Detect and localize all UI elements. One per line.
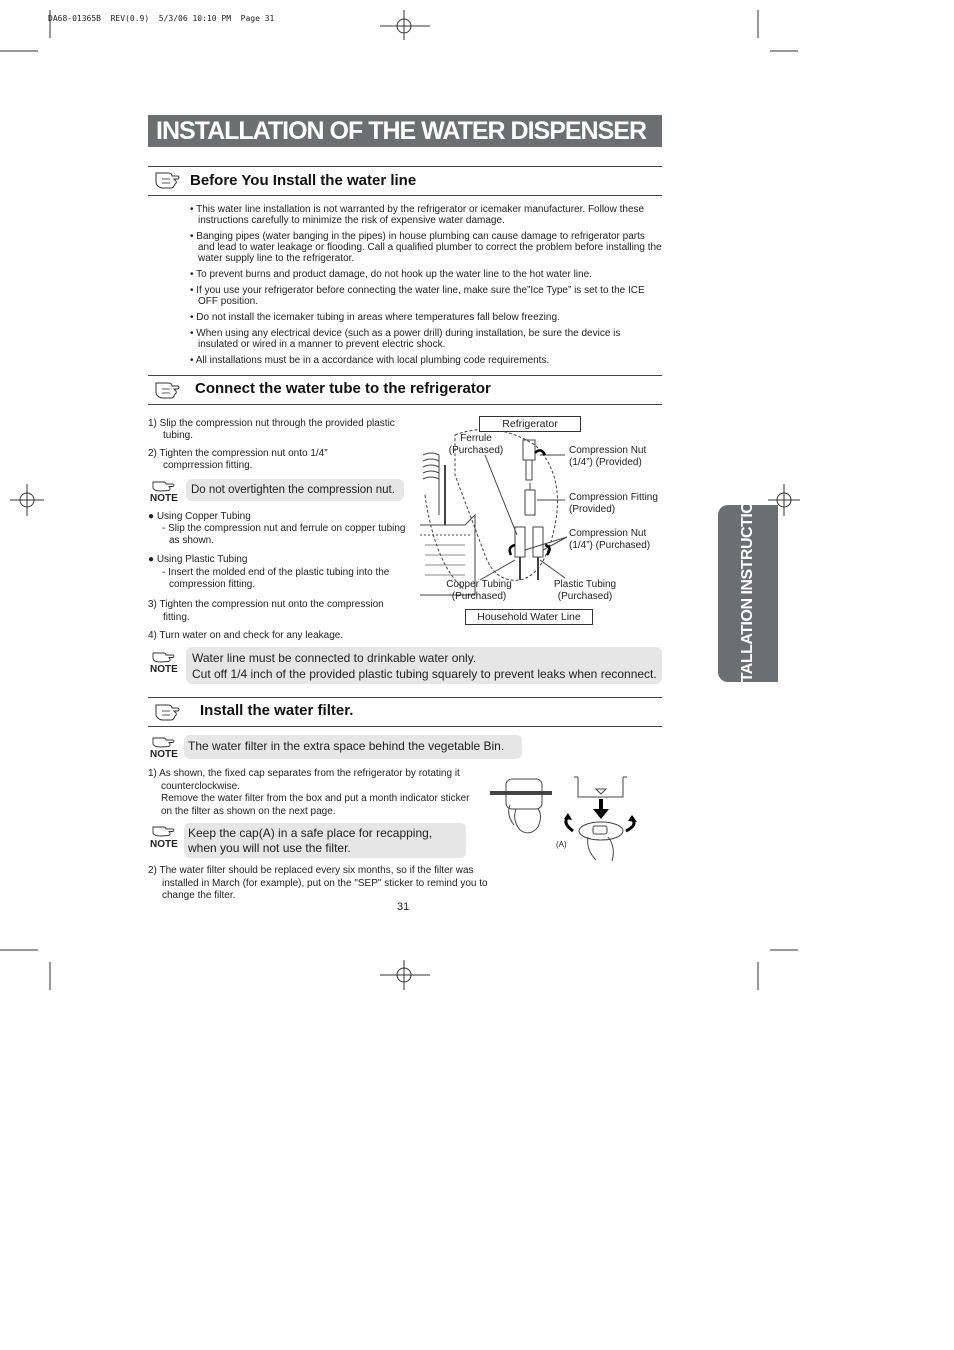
note-line: Cut off 1/4 inch of the provided plastic tubing squarely to prevent leaks when reconnect. — [192, 667, 657, 681]
hand-icon — [154, 167, 182, 191]
section-install-filter — [148, 697, 662, 727]
note-label: NOTE — [150, 749, 178, 760]
bullet: • This water line installation is not warranted by the refrigerator or icemaker manufacturer. Follow these instructions carefully to minimize the risk of expensive water damage. — [190, 204, 645, 226]
label-compression-nut-provided — [569, 445, 646, 469]
section3-step1b: Remove the water filter from the box and put a month indicator sticker on the filter as shown on the next page. — [161, 793, 470, 817]
note-drinkable-water — [186, 647, 662, 684]
note-line: Water line must be connected to drinkable water only. — [192, 651, 477, 665]
label-household-water-line: Household Water Line — [465, 609, 593, 625]
copper-label-sub: (Purchased) — [451, 591, 507, 602]
section2-step3: 3) Tighten the compression nut onto the compression fitting. — [148, 599, 384, 623]
cf-sub: (Provided) — [569, 504, 616, 515]
label-ferrule — [448, 433, 504, 457]
section-before-install — [148, 166, 662, 196]
hand-icon — [154, 699, 182, 723]
ferrule-text: Ferrule — [460, 433, 492, 444]
note-label: NOTE — [150, 839, 178, 850]
label-compression-fitting — [569, 492, 658, 516]
section1-bullets — [190, 204, 662, 371]
bullet: • Banging pipes (water banging in the pipes) in house plumbing can cause damage to refrigerator parts and lead to water leakage or flooding. Call a qualified plumber to correct the problem before installing the water supply line to the refrigerator. — [190, 231, 662, 264]
note-line: when you will not use the filter. — [188, 841, 351, 855]
print-header: DA68-01365B REV(0.9) 5/3/06 10:10 PM Page 31 — [48, 14, 275, 23]
note-hand-icon — [152, 824, 176, 838]
hand-icon — [154, 377, 182, 401]
label-plastic-tubing — [550, 579, 620, 603]
bullet: • When using any electrical device (such as a power drill) during installation, be sure the device is insulated or wired in a manner to prevent electric shock. — [190, 328, 621, 350]
label-refrigerator: Refrigerator — [479, 416, 581, 432]
note-label: NOTE — [150, 664, 178, 675]
bullet: • If you use your refrigerator before connecting the water line, make sure the”Ice Type” is set to the ICE OFF position. — [190, 285, 645, 307]
note-hand-icon — [152, 479, 176, 493]
note-hand-icon — [152, 650, 176, 664]
section2-step1: 1) Slip the compression nut through the provided plastic tubing. — [148, 418, 395, 441]
page-number: 31 — [397, 901, 410, 913]
cf-text: Compression Fitting — [569, 492, 658, 503]
note-line: Keep the cap(A) in a safe place for recapping, — [188, 826, 433, 840]
section2-step4: 4) Turn water on and check for any leakage. — [148, 630, 344, 641]
copper-title: ● Using Copper Tubing — [148, 511, 251, 522]
section3-heading: Install the water filter. — [200, 702, 354, 719]
note-label: NOTE — [150, 493, 178, 504]
side-tab-label: INSTALLATION INSTRUCTIONS — [739, 480, 756, 707]
cn1-text: Compression Nut — [569, 445, 647, 456]
note-hand-icon — [152, 735, 176, 749]
section1-heading: Before You Install the water line — [190, 172, 417, 189]
page-title: INSTALLATION OF THE WATER DISPENSER LINE — [148, 115, 662, 147]
cn2-sub: (1/4”) (Purchased) — [569, 540, 651, 551]
filter-cap-illustration — [488, 775, 638, 865]
section-connect-tube — [148, 375, 662, 405]
copper-text: - Slip the compression nut and ferrule on copper tubing as shown. — [162, 523, 406, 546]
note-keep-cap — [184, 823, 466, 858]
plastic-label-sub: (Purchased) — [557, 591, 613, 602]
side-tab — [718, 480, 778, 707]
section3-step2: 2) The water filter should be replaced every six months, so if the filter was installed in March (for example), put on the "SEP" sticker to remind you to change the filter. — [148, 865, 488, 901]
note-filter-location — [184, 735, 522, 759]
section3-step1a: 1) As shown, the fixed cap separates from the refrigerator by rotating it counterclockwise. — [148, 768, 460, 792]
plastic-label-text: Plastic Tubing — [553, 579, 617, 590]
cn1-sub: (1/4”) (Provided) — [569, 457, 642, 468]
cap-a-label: (A) — [556, 840, 567, 849]
note-overtighten — [186, 479, 404, 501]
cn2-text: Compression Nut — [569, 528, 647, 539]
bullet: • All installations must be in a accordance with local plumbing code requirements. — [190, 355, 550, 366]
bullet: • Do not install the icemaker tubing in areas where temperatures fall below freezing. — [190, 312, 560, 323]
note-text: Do not overtighten the compression nut. — [191, 484, 395, 496]
copper-label-text: Copper Tubing — [446, 579, 512, 590]
section2-step2: 2) Tighten the compression nut onto 1/4” comprression fitting. — [148, 448, 328, 471]
bullet: • To prevent burns and product damage, do not hook up the water line to the hot water line. — [190, 269, 592, 280]
ferrule-sub: (Purchased) — [448, 445, 504, 456]
plastic-text: - Insert the molded end of the plastic tubing into the compression fitting. — [162, 567, 390, 590]
label-compression-nut-purchased — [569, 528, 650, 552]
note-text: The water filter in the extra space behind the vegetable Bin. — [188, 739, 505, 753]
section2-heading: Connect the water tube to the refrigerator — [195, 380, 491, 397]
plastic-title: ● Using Plastic Tubing — [148, 554, 248, 565]
label-copper-tubing — [444, 579, 514, 603]
